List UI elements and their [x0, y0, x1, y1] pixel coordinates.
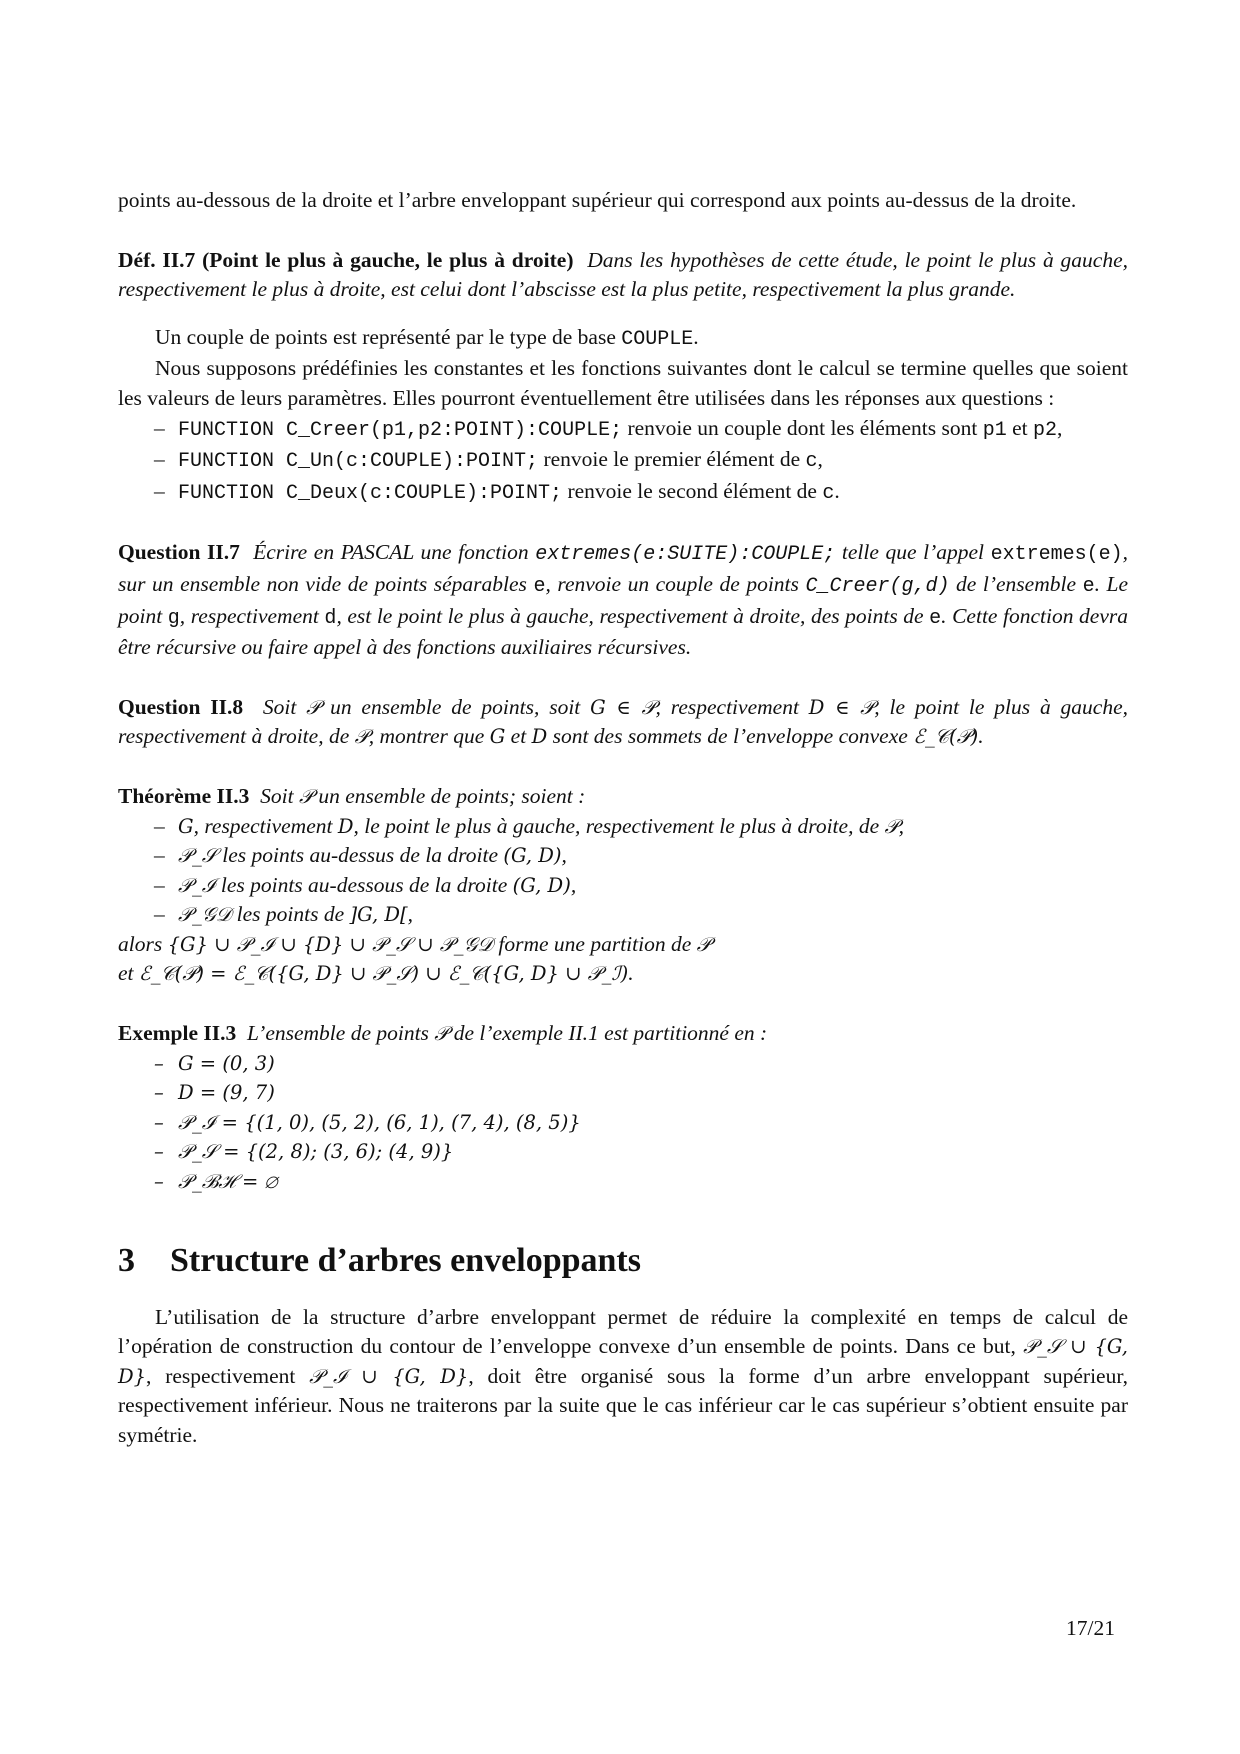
theorem-conclusion-hull: et ℰ_𝒞(𝒫) = ℰ_𝒞({G, D} ∪ 𝒫_𝒮) ∪ ℰ_𝒞({G, D} ∪ 𝒫_ℐ). — [118, 961, 634, 986]
list-item: – 𝒫_ℐ = {(1, 0), (5, 2), (6, 1), (7, 4), (8, 5)} — [154, 1108, 1128, 1138]
definition-text: Dans les hypothèses de cette étude, le point le plus à gauche, respectivement le plus à droite, est celui dont l’abscisse est la plus petite, respectivement la plus grande. — [118, 247, 1129, 302]
list-item: – 𝒫_𝒮 les points au-dessus de la droite (G, D), — [154, 841, 1128, 871]
theorem-list — [118, 812, 1128, 930]
list-item: – 𝒫_ℬℋ = ∅ — [154, 1167, 1128, 1197]
paragraph-section-3: L’utilisation de la structure d’arbre enveloppant permet de réduire la complexité en temps de calcul de l’opération de construction du contour de l’enveloppe convexe d’un ensemble de points. Dans ce but, 𝒫_𝒮 ∪ {G, D}, respectivement 𝒫_ℐ ∪ {G, D}, doit être organisé sous la forme d’un arbre enveloppant supérieur, respectivement inférieur. Nous ne traiterons par la suite que le cas inférieur car le cas supérieur s’obtient ensuite par symétrie. — [118, 1304, 1129, 1447]
section-number: 3 — [118, 1241, 135, 1279]
list-item: – G = (0, 3) — [154, 1049, 1128, 1079]
section-title: Structure d’arbres enveloppants — [170, 1241, 641, 1279]
question-label: Question II.7 — [118, 540, 240, 565]
paragraph-functions-intro: Nous supposons prédéfinies les constantes et les fonctions suivantes dont le calcul se termine quelles que soient les valeurs de leurs paramètres. Elles pourront éventuellement être utilisées dans les réponses aux questions : — [118, 356, 1128, 410]
list-item: – 𝒫_ℐ les points au-dessous de la droite (G, D), — [154, 871, 1128, 901]
list-item: – FUNCTION C_Deux(c:COUPLE):POINT; renvoie le second élément de c. — [154, 477, 1128, 509]
page-content — [118, 186, 1128, 1451]
theorem-ii3: Théorème II.3 Soit 𝒫 un ensemble de points; soient : — [118, 783, 586, 808]
definition-ii7 — [118, 246, 1128, 305]
list-item: – 𝒫_𝒮 = {(2, 8); (3, 6); (4, 9)} — [154, 1137, 1128, 1167]
list-item: – FUNCTION C_Un(c:COUPLE):POINT; renvoie le premier élément de c, — [154, 445, 1128, 477]
example-ii3: Exemple II.3 L’ensemble de points 𝒫 de l’exemple II.1 est partitionné en : — [118, 1021, 768, 1046]
paragraph-intro: points au-dessous de la droite et l’arbre enveloppant supérieur qui correspond aux points au-dessus de la droite. — [118, 188, 1077, 212]
list-item: – D = (9, 7) — [154, 1078, 1128, 1108]
list-item: – G, respectivement D, le point le plus à gauche, respectivement le plus à droite, de 𝒫, — [154, 812, 1128, 842]
question-ii8: Question II.8 Soit 𝒫 un ensemble de points, soit G ∈ 𝒫, respectivement D ∈ 𝒫, le point le plus à gauche, respectivement à droite, de 𝒫, montrer que G et D sont des sommets de l’enveloppe convexe ℰ_𝒞(𝒫). — [118, 694, 1129, 749]
paragraph-couple: Un couple de points est représenté par le type de base COUPLE. — [155, 324, 699, 351]
theorem-conclusion-partition: alors {G} ∪ 𝒫_ℐ ∪ {D} ∪ 𝒫_𝒮 ∪ 𝒫_𝒢𝒟 forme une partition de 𝒫 — [118, 931, 711, 956]
function-list — [118, 414, 1128, 509]
example-label: Exemple II.3 — [118, 1021, 237, 1046]
example-list — [118, 1049, 1128, 1197]
list-item: – 𝒫_𝒢𝒟 les points de ]G, D[, — [154, 900, 1128, 930]
question-ii7: Question II.7 Écrire en PASCAL une fonction extremes(e:SUITE):COUPLE; telle que l’appel extremes(e), sur un ensemble non vide de points séparables e, renvoie un couple de points C_Creer(g,d) de l’ensemble e. Le point g, respectivement d, est le point le plus à gauche, respectivement à droite, des points de e. Cette fonction devra être récursive ou faire appel à des fonctions auxiliaires récursives. — [118, 540, 1129, 660]
theorem-label: Théorème II.3 — [118, 783, 250, 808]
couple-type-code: COUPLE — [621, 327, 694, 351]
section-heading — [118, 1241, 1128, 1281]
question-label: Question II.8 — [118, 694, 244, 719]
page-number: 17/21 — [1066, 1616, 1115, 1640]
definition-label: Déf. II.7 (Point le plus à gauche, le plus à droite) — [118, 247, 574, 272]
list-item: – FUNCTION C_Creer(p1,p2:POINT):COUPLE; renvoie un couple dont les éléments sont p1 et p2, — [154, 414, 1128, 446]
